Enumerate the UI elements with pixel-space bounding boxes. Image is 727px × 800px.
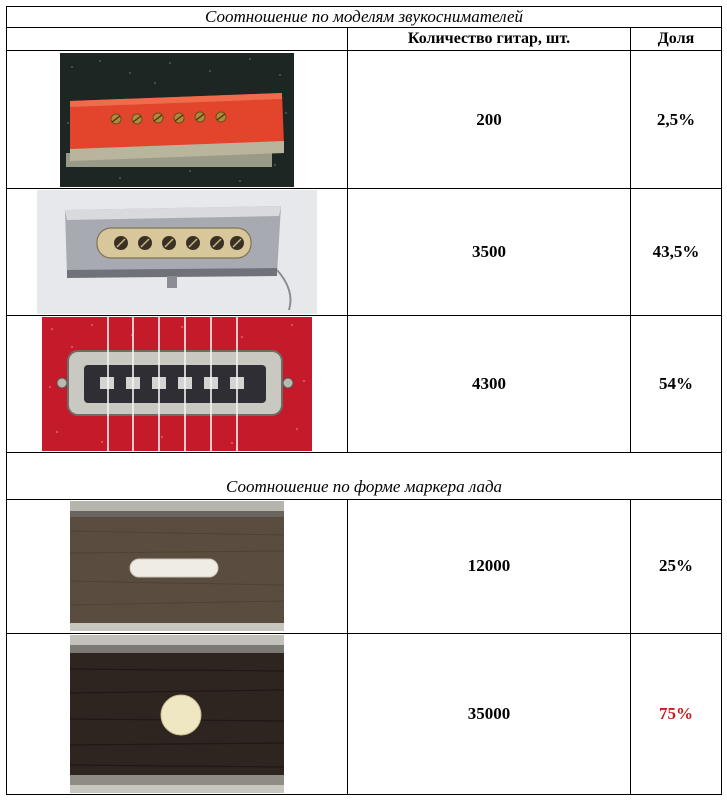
- count-cell: 200: [348, 51, 631, 188]
- section2-caption-row: [7, 452, 722, 499]
- table-row: [7, 633, 722, 794]
- dot-marker-fretboard-image: [70, 635, 284, 793]
- count-cell: 35000: [348, 633, 631, 794]
- table-row: [7, 315, 722, 452]
- red-pickup-image: [60, 53, 294, 187]
- share-cell-highlighted: 75%: [631, 633, 722, 794]
- section2-caption: Соотношение по форме маркера лада: [7, 452, 722, 499]
- pickup-statistics-table: [6, 6, 722, 795]
- header-image-cell: [7, 28, 348, 51]
- header-row: [7, 28, 722, 51]
- share-cell: 25%: [631, 500, 722, 633]
- count-cell: 12000: [348, 500, 631, 633]
- table-row: [7, 500, 722, 633]
- header-share: Доля: [631, 28, 722, 51]
- red-sparkle-pickup-image: [42, 317, 312, 451]
- share-cell: 54%: [631, 315, 722, 452]
- count-cell: 3500: [348, 188, 631, 315]
- share-cell: 2,5%: [631, 51, 722, 188]
- table-row: [7, 188, 722, 315]
- oval-marker-fretboard-image: [70, 501, 284, 631]
- red-pickup-photo: [7, 51, 348, 188]
- chrome-pickup-image: [37, 190, 317, 314]
- count-cell: 4300: [348, 315, 631, 452]
- table-row: [7, 51, 722, 188]
- chrome-pickup-photo: [7, 188, 348, 315]
- oval-marker-fretboard-photo: [7, 500, 348, 633]
- section1-caption-row: [7, 7, 722, 28]
- dot-marker-fretboard-photo: [7, 633, 348, 794]
- share-cell: 43,5%: [631, 188, 722, 315]
- header-count: Количество гитар, шт.: [348, 28, 631, 51]
- section1-caption: Соотношение по моделям звукоснимателей: [7, 7, 722, 28]
- red-sparkle-pickup-photo: [7, 315, 348, 452]
